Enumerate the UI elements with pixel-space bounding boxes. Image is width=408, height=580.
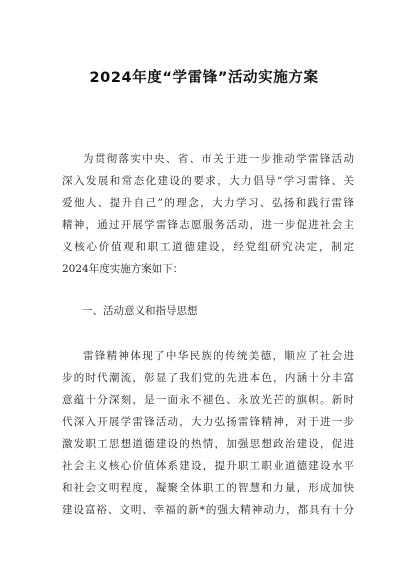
paragraph-line: 意蕴十分深刻，是一面永不褪色、永放光芒的旗帜。新时 (62, 394, 354, 406)
intro-paragraph (62, 148, 354, 280)
paragraph-line: 雷锋精神体现了中华民族的传统美德，顺应了社会进 (83, 350, 354, 362)
paragraph-line: 代深入开展学雷锋活动，大力弘扬雷锋精神，对于进一步 (62, 416, 354, 428)
paragraph-line: 精神，通过开展学雷锋志愿服务活动，进一步促进社会主 (62, 219, 354, 231)
paragraph-line: 步的时代潮流，彰显了我们党的先进本色，内涵十分丰富 (62, 372, 354, 384)
paragraph-line: 建设富裕、文明、幸福的新*的强大精神动力，都具有十分 (62, 504, 354, 516)
paragraph-line: 爱他人、提升自己”的理念，大力学习、弘扬和践行雷锋 (62, 197, 354, 209)
section-heading: 一、活动意义和指导思想 (82, 305, 198, 317)
paragraph-line: 2024年度实施方案如下： (62, 263, 184, 275)
paragraph-line: 和社会文明程度，凝聚全体职工的智慧和力量，形成加快 (62, 482, 354, 494)
paragraph-line: 社会主义核心价值体系建设，提升职工职业道德建设水平 (62, 460, 354, 472)
paragraph-line: 义核心价值观和职工道德建设，经党组研究决定，制定 (62, 241, 354, 253)
document-title: 2024年度“学雷锋”活动实施方案 (89, 70, 319, 86)
paragraph-line: 激发职工思想道德建设的热情，加强思想政治建设，促进 (62, 438, 354, 450)
paragraph-line: 为贯彻落实中央、省、市关于进一步推动学雷锋活动 (83, 153, 354, 165)
paragraph-line: 深入发展和常态化建设的要求，大力倡导“学习雷锋、关 (62, 175, 354, 187)
section1-paragraph (62, 345, 354, 521)
